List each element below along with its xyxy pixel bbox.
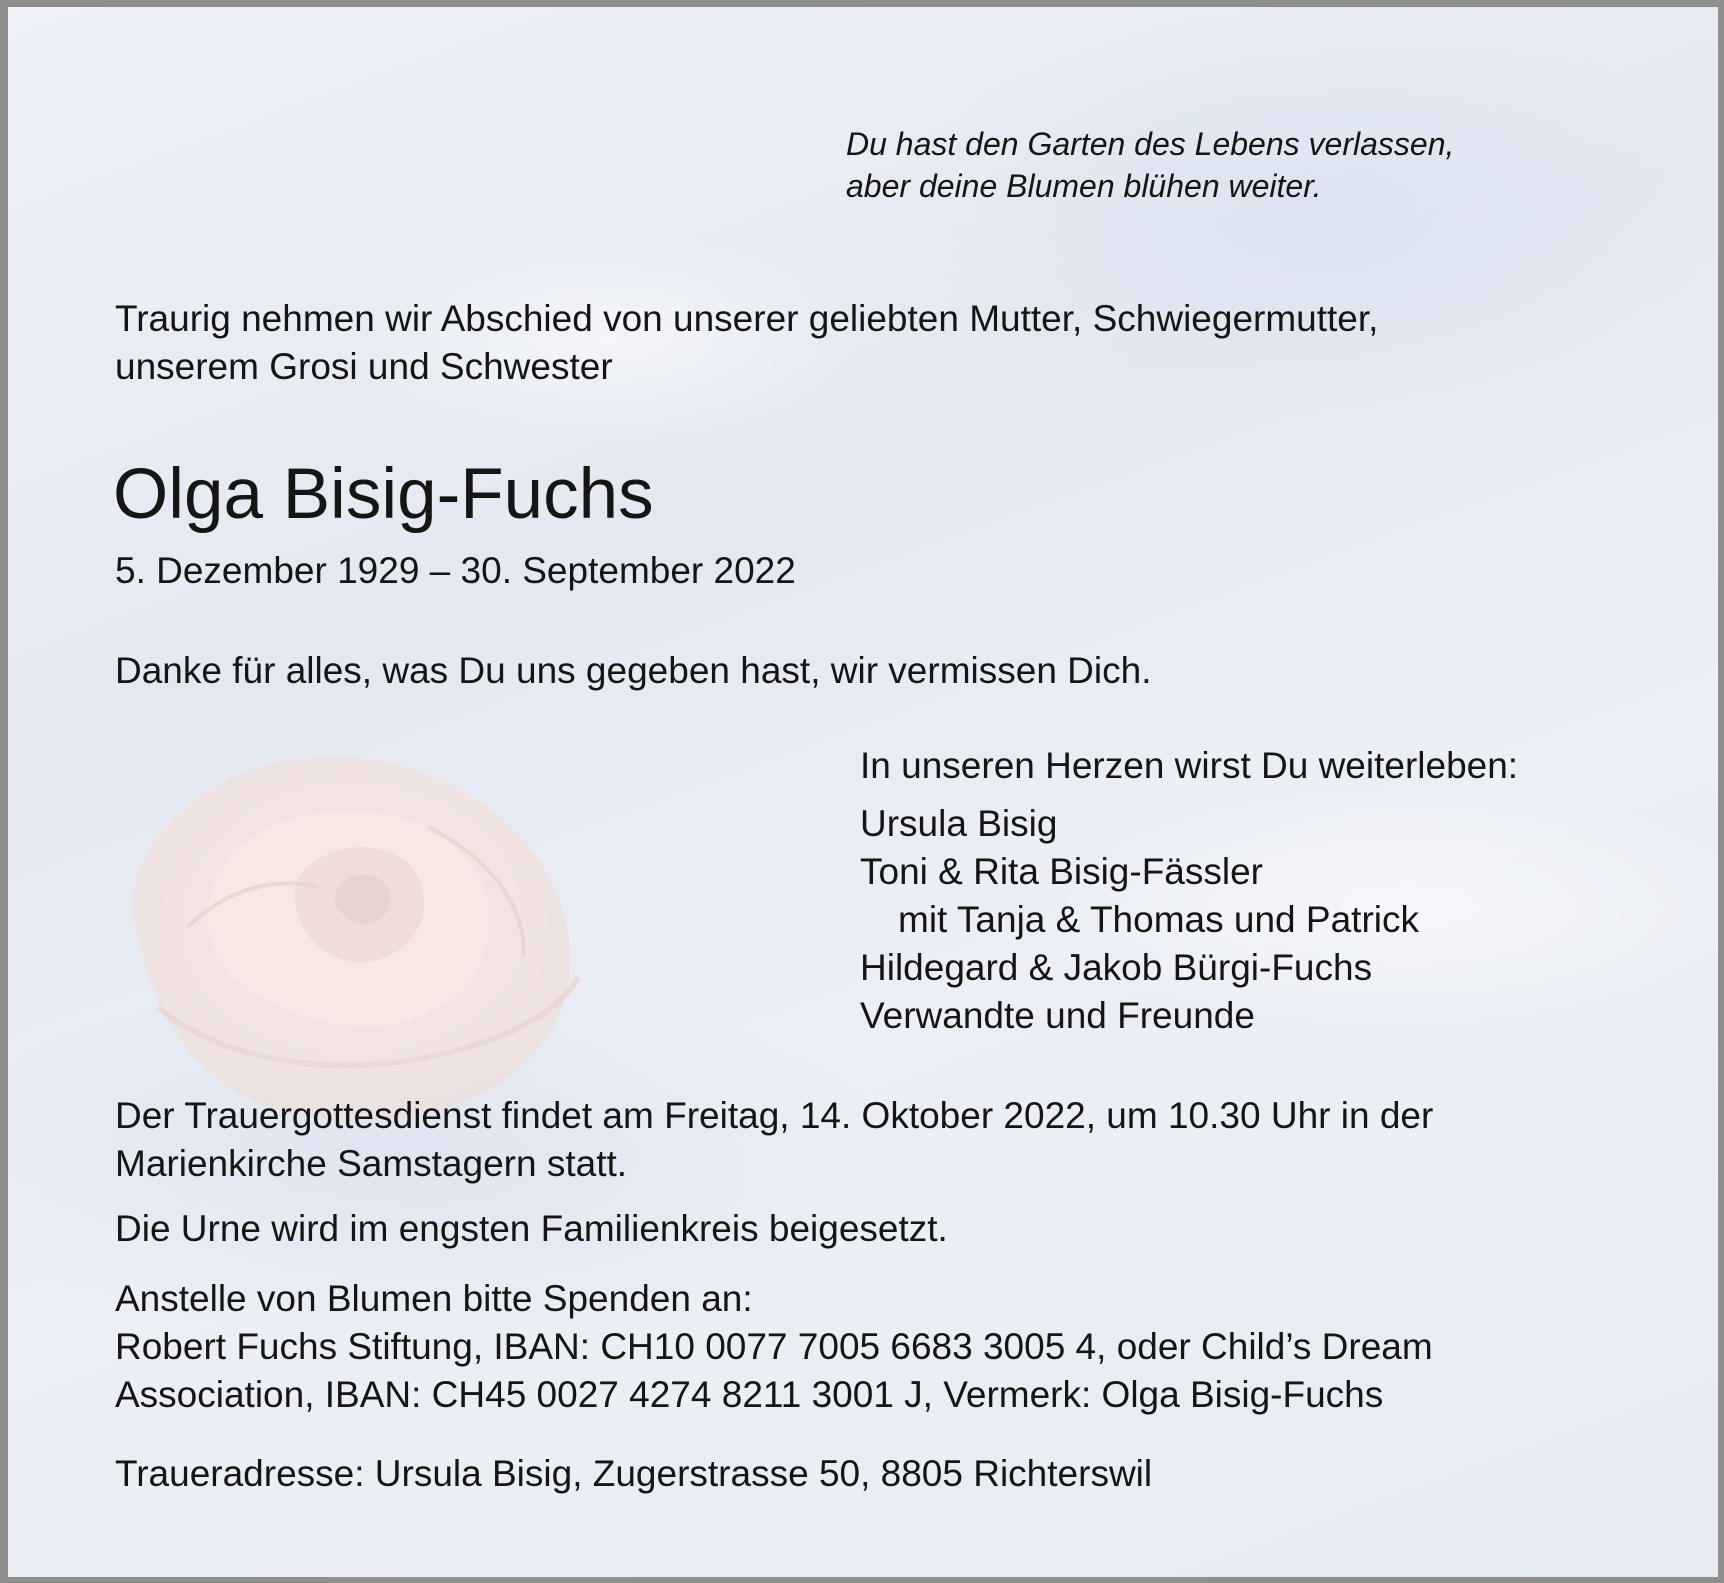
mourners-heading: In unseren Herzen wirst Du weiterleben: <box>860 745 1519 786</box>
mourner-item: Verwandte und Freunde <box>860 995 1255 1036</box>
mourner-item: Hildegard & Jakob Bürgi-Fuchs <box>860 947 1373 988</box>
donation-line-3: Association, IBAN: CH45 0027 4274 8211 3001 J, Vermerk: Olga Bisig-Fuchs <box>115 1374 1384 1415</box>
mourners-list <box>860 800 1518 1040</box>
motto-quote <box>846 123 1454 207</box>
mourning-address: Traueradresse: Ursula Bisig, Zugerstrasse 50, 8805 Richterswil <box>115 1453 1153 1494</box>
motto-line-2: aber deine Blumen blühen weiter. <box>846 168 1322 204</box>
life-dates: 5. Dezember 1929 – 30. September 2022 <box>115 550 796 591</box>
service-line-2: Marienkirche Samstagern statt. <box>115 1143 628 1184</box>
intro-line-1: Traurig nehmen wir Abschied von unserer geliebten Mutter, Schwiegermutter, <box>115 298 1379 339</box>
intro-line-2: unserem Grosi und Schwester <box>115 346 613 387</box>
service-line-1: Der Trauergottesdienst findet am Freitag, 14. Oktober 2022, um 10.30 Uhr in der <box>115 1095 1434 1136</box>
motto-line-1: Du hast den Garten des Lebens verlassen, <box>846 126 1455 162</box>
intro-text <box>115 295 1378 391</box>
donation-line-1: Anstelle von Blumen bitte Spenden an: <box>115 1278 753 1319</box>
donation-line-2: Robert Fuchs Stiftung, IBAN: CH10 0077 7005 6683 3005 4, oder Child’s Dream <box>115 1326 1433 1367</box>
mourner-item: Ursula Bisig <box>860 803 1058 844</box>
mourner-item: mit Tanja & Thomas und Patrick <box>898 899 1419 940</box>
mourner-item: Toni & Rita Bisig-Fässler <box>860 851 1264 892</box>
deceased-name: Olga Bisig-Fuchs <box>113 455 654 534</box>
service-info <box>115 1092 1433 1188</box>
mourners-block <box>860 742 1518 1040</box>
urn-info: Die Urne wird im engsten Familienkreis beigesetzt. <box>115 1208 948 1249</box>
obituary-card <box>8 7 1718 1577</box>
donation-info <box>115 1275 1433 1419</box>
rose-image <box>68 707 668 1147</box>
thanks-text: Danke für alles, was Du uns gegeben hast, wir vermissen Dich. <box>115 650 1152 691</box>
